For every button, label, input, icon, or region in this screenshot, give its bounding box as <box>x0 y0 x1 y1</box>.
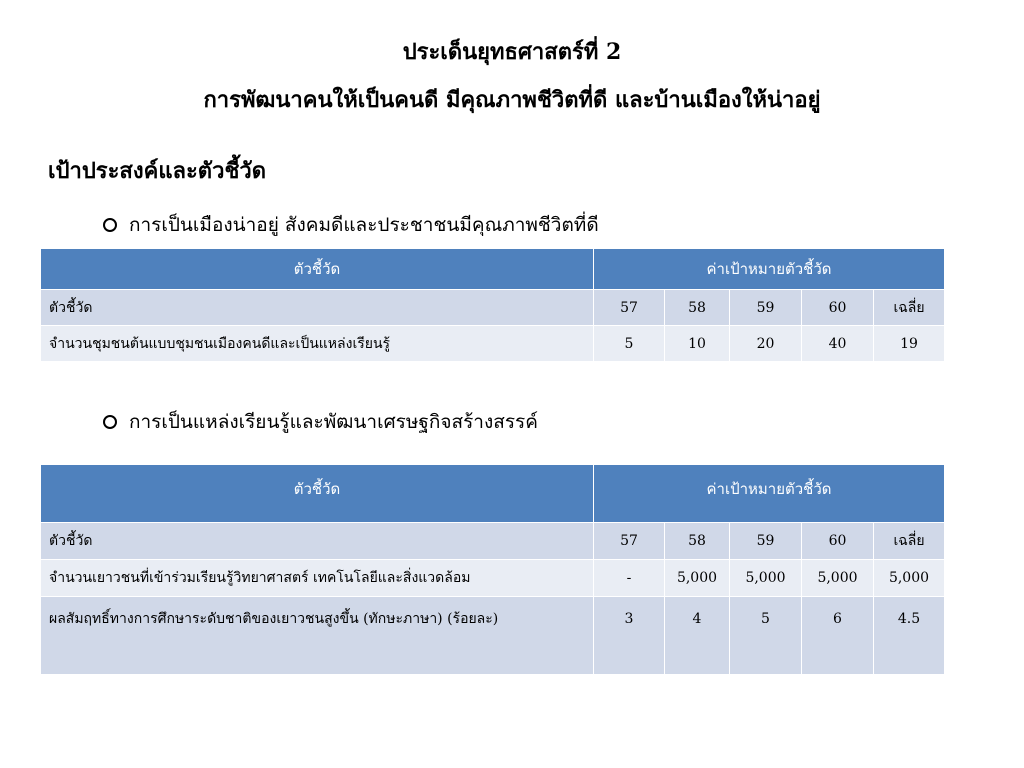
subheader-cell: ตัวชี้วัด <box>41 290 594 326</box>
subheader-cell: 59 <box>730 290 802 326</box>
goal-bullet-2 <box>103 409 538 435</box>
value-cell: 10 <box>665 326 730 362</box>
value-cell: 5 <box>730 597 802 675</box>
table-row <box>41 597 945 675</box>
value-cell: 19 <box>874 326 945 362</box>
goal-text: การเป็นแหล่งเรียนรู้และพัฒนาเศรษฐกิจสร้างสรรค์ <box>129 411 538 433</box>
subheader-cell: เฉลี่ย <box>874 290 945 326</box>
circle-bullet-icon <box>103 415 117 429</box>
value-cell: 3 <box>594 597 665 675</box>
subheader-cell: 58 <box>665 290 730 326</box>
indicator-cell: ผลสัมฤทธิ์ทางการศึกษาระดับชาติของเยาวชนสูงขึ้น (ทักษะภาษา) (ร้อยละ) <box>41 597 594 675</box>
value-cell: 5,000 <box>874 560 945 597</box>
subheader-cell: ตัวชี้วัด <box>41 523 594 560</box>
subheader-cell: 57 <box>594 290 665 326</box>
table-subheader-row <box>41 523 945 560</box>
table-header-row <box>41 249 945 290</box>
goal-bullet-1 <box>103 212 599 238</box>
table-header-row <box>41 465 945 523</box>
table-subheader-row <box>41 290 945 326</box>
subheader-cell: 60 <box>802 290 874 326</box>
subheader-cell: 57 <box>594 523 665 560</box>
indicator-header: ตัวชี้วัด <box>41 249 594 290</box>
subheader-cell: 59 <box>730 523 802 560</box>
subheader-cell: 58 <box>665 523 730 560</box>
indicator-table-2 <box>40 464 945 675</box>
goal-text: การเป็นเมืองน่าอยู่ สังคมดีและประชาชนมีคุณภาพชีวิตที่ดี <box>129 214 599 236</box>
target-header: ค่าเป้าหมายตัวชี้วัด <box>594 249 945 290</box>
section-heading: เป้าประสงค์และตัวชี้วัด <box>48 158 267 184</box>
subheader-cell: 60 <box>802 523 874 560</box>
subheader-cell: เฉลี่ย <box>874 523 945 560</box>
value-cell: 40 <box>802 326 874 362</box>
slide-title-line1: ประเด็นยุทธศาสตร์ที่ 2 <box>402 39 622 65</box>
value-cell: 5 <box>594 326 665 362</box>
target-header: ค่าเป้าหมายตัวชี้วัด <box>594 465 945 523</box>
indicator-table-1 <box>40 248 945 362</box>
indicator-cell: จำนวนเยาวชนที่เข้าร่วมเรียนรู้วิทยาศาสตร์ เทคโนโลยีและสิ่งแวดล้อม <box>41 560 594 597</box>
value-cell: 4.5 <box>874 597 945 675</box>
circle-bullet-icon <box>103 218 117 232</box>
slide-title-line2: การพัฒนาคนให้เป็นคนดี มีคุณภาพชีวิตที่ดี และบ้านเมืองให้น่าอยู่ <box>203 87 821 113</box>
indicator-header: ตัวชี้วัด <box>41 465 594 523</box>
value-cell: 4 <box>665 597 730 675</box>
value-cell: 5,000 <box>730 560 802 597</box>
value-cell: 5,000 <box>665 560 730 597</box>
value-cell: 5,000 <box>802 560 874 597</box>
value-cell: - <box>594 560 665 597</box>
value-cell: 6 <box>802 597 874 675</box>
table-row <box>41 326 945 362</box>
indicator-cell: จำนวนชุมชนต้นแบบชุมชนเมืองคนดีและเป็นแหล่งเรียนรู้ <box>41 326 594 362</box>
table-row <box>41 560 945 597</box>
value-cell: 20 <box>730 326 802 362</box>
